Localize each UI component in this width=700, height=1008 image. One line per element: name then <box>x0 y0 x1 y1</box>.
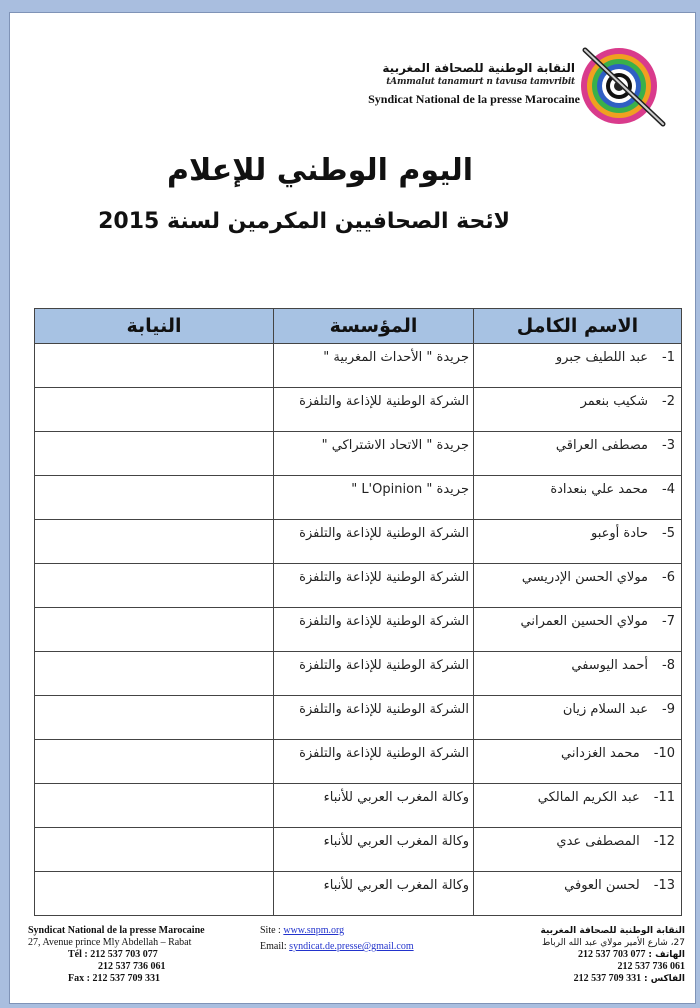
table-row <box>35 696 682 740</box>
cell-representation <box>35 652 274 696</box>
table-header-row <box>35 309 682 344</box>
footer-fax-label-arabic: الفاكس : <box>643 974 685 984</box>
representation-value <box>35 696 273 702</box>
institution-name: الشركة الوطنية للإذاعة والتلفزة <box>299 702 469 717</box>
document-page <box>9 12 696 1004</box>
honoree-name: محمد علي بنعدادة <box>550 482 649 497</box>
honoree-name: عبد الكريم المالكي <box>537 790 640 805</box>
cell-institution <box>274 432 474 476</box>
cell-name <box>474 388 682 432</box>
cell-institution <box>274 608 474 652</box>
column-header-name: الاسم الكامل <box>474 309 682 344</box>
institution-name: جريدة " الاتحاد الاشتراكي " <box>321 438 469 453</box>
row-number: 3- <box>662 438 675 453</box>
cell-name <box>474 828 682 872</box>
cell-representation <box>35 432 274 476</box>
footer-address-french: 27, Avenue prince Mly Abdellah – Rabat <box>28 937 192 948</box>
row-number: 8- <box>662 658 675 673</box>
honoree-name: عبد اللطيف جبرو <box>555 350 649 365</box>
representation-value <box>35 344 273 350</box>
footer-tel-french: Tél : 212 537 703 077 <box>68 949 158 960</box>
honorees-table <box>34 308 682 916</box>
cell-representation <box>35 476 274 520</box>
cell-institution <box>274 344 474 388</box>
page-title: اليوم الوطني للإعلام <box>167 153 473 188</box>
cell-institution <box>274 520 474 564</box>
cell-name <box>474 784 682 828</box>
row-number: 5- <box>662 526 675 541</box>
representation-value <box>35 432 273 438</box>
representation-value <box>35 520 273 526</box>
footer-org-arabic: النقابة الوطنية للصحافة المغربية <box>540 926 685 936</box>
row-number: 6- <box>662 570 675 585</box>
cell-institution <box>274 388 474 432</box>
representation-value <box>35 872 273 878</box>
table-row <box>35 872 682 916</box>
footer-phone2-arabic: 212 537 736 061 <box>617 961 685 972</box>
header-org-arabic: النقابة الوطنية للصحافة المغربية <box>382 61 575 75</box>
representation-value <box>35 652 273 658</box>
honoree-name: أحمد اليوسفي <box>571 658 649 673</box>
site-link[interactable]: www.snpm.org <box>283 925 345 936</box>
cell-name <box>474 476 682 520</box>
institution-name: جريدة " L'Opinion " <box>351 482 469 497</box>
row-number: 13- <box>653 878 675 893</box>
footer-web-contact <box>260 925 414 953</box>
honoree-name: محمد الغزداني <box>561 746 640 761</box>
institution-name: الشركة الوطنية للإذاعة والتلفزة <box>299 746 469 761</box>
cell-representation <box>35 564 274 608</box>
footer-org-french: Syndicat National de la presse Marocaine <box>28 925 205 936</box>
institution-name: وكالة المغرب العربي للأنباء <box>323 878 469 893</box>
honoree-name: المصطفى عدي <box>556 834 640 849</box>
cell-name <box>474 564 682 608</box>
cell-institution <box>274 784 474 828</box>
row-number: 12- <box>653 834 675 849</box>
cell-name <box>474 740 682 784</box>
cell-representation <box>35 828 274 872</box>
institution-name: الشركة الوطنية للإذاعة والتلفزة <box>299 570 469 585</box>
union-logo-icon <box>577 44 667 128</box>
cell-name <box>474 432 682 476</box>
institution-name: وكالة المغرب العربي للأنباء <box>323 834 469 849</box>
representation-value <box>35 388 273 394</box>
institution-name: الشركة الوطنية للإذاعة والتلفزة <box>299 526 469 541</box>
column-header-institution: المؤسسة <box>274 309 474 344</box>
row-number: 7- <box>662 614 675 629</box>
cell-name <box>474 696 682 740</box>
row-number: 1- <box>662 350 675 365</box>
cell-representation <box>35 388 274 432</box>
row-number: 10- <box>653 746 675 761</box>
cell-representation <box>35 784 274 828</box>
footer-tel2-french: 212 537 736 061 <box>98 961 166 972</box>
cell-representation <box>35 608 274 652</box>
email-label: Email: <box>260 941 287 952</box>
footer-fax-arabic: 212 537 709 331 <box>573 973 642 984</box>
header-org-french: Syndicat National de la presse Marocaine <box>368 92 580 106</box>
honoree-name: مولاي الحسين العمراني <box>520 614 649 629</box>
institution-name: وكالة المغرب العربي للأنباء <box>323 790 469 805</box>
table-row <box>35 344 682 388</box>
honoree-name: لحسن العوفي <box>564 878 640 893</box>
table-row <box>35 828 682 872</box>
cell-representation <box>35 520 274 564</box>
table-row <box>35 652 682 696</box>
table-row <box>35 608 682 652</box>
footer-phone-label-arabic: الهاتف : <box>648 950 685 960</box>
cell-name <box>474 344 682 388</box>
cell-institution <box>274 828 474 872</box>
representation-value <box>35 564 273 570</box>
footer-fax-french: Fax : 212 537 709 331 <box>68 973 160 984</box>
representation-value <box>35 784 273 790</box>
row-number: 11- <box>653 790 675 805</box>
footer-phone1-arabic: 212 537 703 077 <box>578 949 646 960</box>
honoree-name: حادة أوعبو <box>591 526 649 541</box>
institution-name: الشركة الوطنية للإذاعة والتلفزة <box>299 658 469 673</box>
cell-institution <box>274 872 474 916</box>
cell-representation <box>35 696 274 740</box>
footer-french-contact <box>28 925 205 985</box>
row-number: 4- <box>662 482 675 497</box>
footer-address-arabic: 27، شارع الأمير مولاي عبد الله الرباط <box>542 938 685 948</box>
email-link[interactable]: syndicat.de.presse@gmail.com <box>289 941 414 952</box>
cell-institution <box>274 740 474 784</box>
institution-name: الشركة الوطنية للإذاعة والتلفزة <box>299 614 469 629</box>
representation-value <box>35 476 273 482</box>
cell-representation <box>35 872 274 916</box>
institution-name: جريدة " الأحداث المغربية " <box>323 350 469 365</box>
cell-institution <box>274 696 474 740</box>
cell-name <box>474 652 682 696</box>
honoree-name: شكيب بنعمر <box>580 394 649 409</box>
cell-name <box>474 608 682 652</box>
representation-value <box>35 828 273 834</box>
table-row <box>35 476 682 520</box>
representation-value <box>35 740 273 746</box>
table-row <box>35 564 682 608</box>
page-subtitle: لائحة الصحافيين المكرمين لسنة 2015 <box>98 209 510 234</box>
cell-representation <box>35 344 274 388</box>
table-row <box>35 740 682 784</box>
cell-name <box>474 520 682 564</box>
cell-institution <box>274 564 474 608</box>
institution-name: الشركة الوطنية للإذاعة والتلفزة <box>299 394 469 409</box>
cell-institution <box>274 652 474 696</box>
cell-name <box>474 872 682 916</box>
cell-representation <box>35 740 274 784</box>
site-label: Site : <box>260 925 281 936</box>
honoree-name: عبد السلام زيان <box>562 702 649 717</box>
column-header-representation: النيابة <box>35 309 274 344</box>
table-row <box>35 520 682 564</box>
row-number: 9- <box>662 702 675 717</box>
table-row <box>35 784 682 828</box>
row-number: 2- <box>662 394 675 409</box>
header-org-amazigh: tAmmalut tanamurt n tavusa tamvribit <box>386 77 575 87</box>
honoree-name: مصطفى العراقي <box>555 438 649 453</box>
cell-institution <box>274 476 474 520</box>
honoree-name: مولاي الحسن الإدريسي <box>521 570 649 585</box>
table-row <box>35 388 682 432</box>
table-row <box>35 432 682 476</box>
representation-value <box>35 608 273 614</box>
footer-arabic-contact <box>500 925 685 985</box>
